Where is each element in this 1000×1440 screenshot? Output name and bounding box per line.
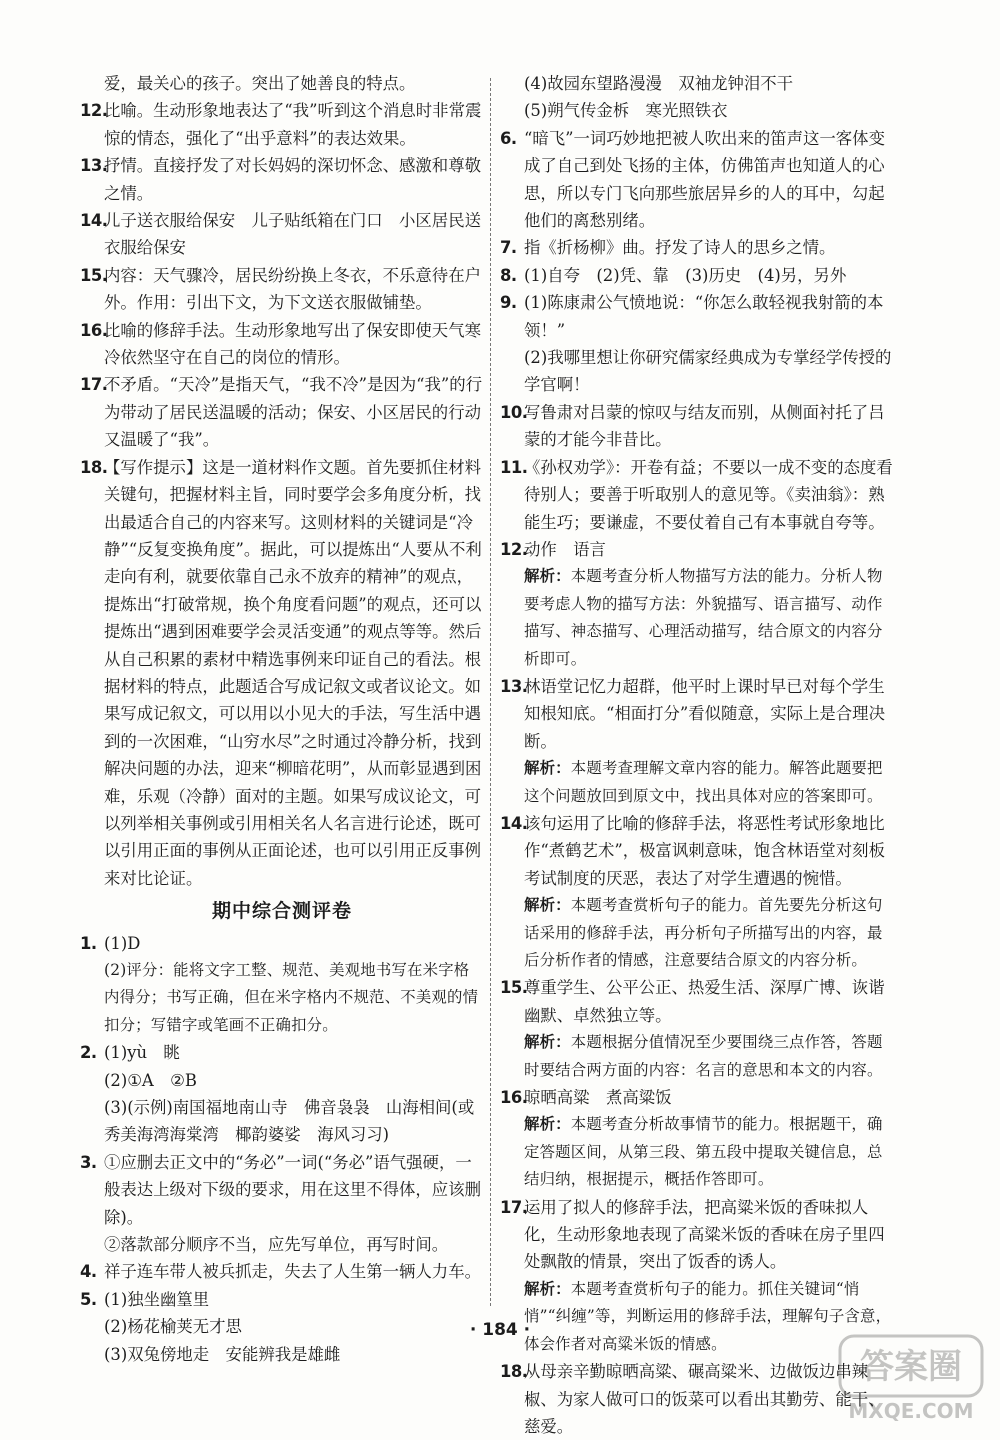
explanation-text: 本题考查理解文章内容的能力。解答此题要把这个问题放回到原文中，找出具体对应的答案即可。	[524, 759, 883, 805]
question-number: 8.	[500, 265, 517, 285]
answer-item	[500, 262, 898, 289]
answer-text: 《孙权劝学》：开卷有益；不要以一成不变的态度看待别人；要善于听取别人的意见等。《卖油翁》：熟能生巧；要谦虚，不要仗着自己有本事就自夸等。	[524, 457, 893, 532]
answer-text: 儿子送衣服给保安 儿子贴纸箱在门口 小区居民送衣服给保安	[104, 211, 481, 258]
explanation-text: 本题根据分值情况至少要围绕三点作答，答题时要结合两方面的内容：名言的意思和本文的内容。	[524, 1033, 883, 1079]
explanation-label: 解析：	[524, 759, 571, 778]
question-number: 13.	[500, 676, 528, 696]
answer-subitem: (2)评分：能将文字工整、规范、美观地书写在米字格内得分；书写正确，但在米字格内不规范、不美观的情扣分；写错字或笔画不正确扣分。	[104, 961, 479, 1034]
answer-subitem: (5)朔气传金柝 寒光照铁衣	[524, 101, 728, 121]
question-number: 16.	[80, 320, 108, 340]
column-divider	[490, 78, 491, 1306]
answer-item	[80, 454, 484, 893]
svg-text:MXQE.COM: MXQE.COM	[848, 1399, 974, 1423]
question-number: 4.	[80, 1262, 97, 1282]
explanation	[500, 1111, 898, 1193]
answer-item	[500, 1194, 898, 1276]
answer-subitem: (4)故园东望路漫漫 双袖龙钟泪不干	[524, 74, 794, 93]
question-number: 2.	[80, 1043, 97, 1063]
answer-item	[80, 1149, 484, 1231]
explanation-label: 解析：	[524, 1115, 571, 1134]
explanation-label: 解析：	[524, 1279, 571, 1298]
left-column	[80, 70, 484, 1368]
question-number: 11.	[500, 457, 528, 477]
question-number: 3.	[80, 1152, 97, 1172]
answer-item	[500, 974, 898, 1029]
explanation-label: 解析：	[524, 567, 571, 586]
explanation-text: 本题考查赏析句子的能力。首先要先分析这句话采用的修辞手法，再分析句子所描写出的内容，最后分析作者的情感，注意要结合原文的内容分析。	[524, 896, 883, 969]
explanation	[500, 563, 898, 673]
answer-item	[80, 1258, 484, 1285]
answer-text: 比喻。生动形象地表达了“我”听到这个消息时非常震惊的情态，强化了“出乎意料”的表达效果。	[104, 101, 482, 148]
question-number: 15.	[500, 978, 528, 998]
explanation-text: 本题考查分析人物描写方法的能力。分析人物要考虑人物的描写方法：外貌描写、语言描写、动作描写、神态描写、心理活动描写，结合原文的内容分析即可。	[524, 567, 883, 668]
answer-text: 运用了拟人的修辞手法，把高粱米饭的香味拟人化，生动形象地表现了高粱米饭的香味在房子里四处飘散的情景，突出了饭香的诱人。	[524, 1197, 885, 1272]
question-number: 14.	[500, 813, 528, 833]
question-number: 18.	[80, 457, 108, 477]
answer-subitem: ②落款部分顺序不当，应先写单位，再写时间。	[104, 1235, 449, 1255]
question-number: 10.	[500, 402, 528, 422]
question-number: 7.	[500, 238, 517, 258]
answer-item	[80, 97, 484, 152]
answer-item	[80, 1286, 484, 1313]
answer-text: (1)自夸 (2)凭、靠 (3)历史 (4)另，另外	[524, 265, 847, 285]
answer-item	[500, 399, 898, 454]
answer-text: 该句运用了比喻的修辞手法，将恶性考试形象地比作“煮鹤艺术”，极富讽刺意味，饱含林语堂对刻板考试制度的厌恶，表达了对学生遭遇的惋惜。	[524, 813, 885, 888]
explanation	[500, 1029, 898, 1084]
answer-text: 内容：天气骤冷，居民纷纷换上冬衣，不乐意待在户外。作用：引出下文，为下文送衣服做铺垫。	[104, 265, 481, 313]
question-number: 15.	[80, 265, 108, 285]
answer-item	[500, 673, 898, 755]
answer-subitem: (2)我哪里想让你研究儒家经典成为专掌经学传授的学官啊！	[524, 348, 892, 395]
explanation-text: 本题考查赏析句子的能力。抓住关键词“悄悄”“纠缠”等，判断运用的修辞手法，理解句子含意，体会作者对高粱米饭的情感。	[524, 1279, 892, 1353]
answer-text: 比喻的修辞手法。生动形象地写出了保安即使天气寒冷依然坚守在自己的岗位的情形。	[104, 320, 481, 368]
answer-item	[500, 1084, 898, 1111]
question-number: 16.	[500, 1088, 528, 1108]
answer-item	[500, 810, 898, 892]
explanation-label: 解析：	[524, 896, 571, 915]
answer-text: 【写作提示】这是一道材料作文题。首先要抓住材料关键句，把握材料主旨，同时要学会多角度分析，找出最适合自己的内容来写。这则材料的关键词是“冷静”“反复变换角度”。据此，可以提炼出“人要从不利走向有利，就要依靠自己永不放弃的精神”的观点，提炼出“打破常规，换个角度看问题”的观点，还可以提炼出“遇到困难要学会灵活变通”的观点等等。然后从自己积累的素材中精选事例来印证自己的看法。根据材料的特点，此题适合写成记叙文或者议论文。如果写成记叙文，可以用以小见大的手法，写生活中遇到的一次困难，“山穷水尽”之时通过冷静分析，找到解决问题的办法，迎来“柳暗花明”，从而彰显遇到困难，乐观（冷静）面对的主题。如果写成议论文，可以列举相关事例或引用相关名人名言进行论述，既可以引用正面的事例从正面论述，也可以引用正反事例来对比论证。	[104, 457, 482, 888]
answer-subitem: 爱，最关心的孩子。突出了她善良的特点。	[104, 74, 416, 93]
answer-item	[500, 234, 898, 261]
answer-text: 林语堂记忆力超群，他平时上课时早已对每个学生知根知底。“相面打分”看似随意，实际上是合理决断。	[524, 676, 885, 751]
answer-subitem: (3)(示例)南国福地南山寺 佛音袅袅 山海相间(或秀美海湾海棠湾 椰韵婆娑 海风习习)	[104, 1098, 475, 1145]
answer-text: 写鲁肃对吕蒙的惊叹与结友而别，从侧面衬托了吕蒙的才能今非昔比。	[524, 402, 885, 450]
explanation	[500, 892, 898, 974]
answer-text: 不矛盾。“天冷”是指天气，“我不冷”是因为“我”的行为带动了居民送温暖的活动；保安、小区居民的行动又温暖了“我”。	[104, 375, 483, 450]
answer-item	[80, 262, 484, 317]
question-number: 12.	[80, 101, 108, 121]
explanation	[500, 755, 898, 810]
question-number: 12.	[500, 539, 528, 559]
answer-item	[500, 125, 898, 235]
answer-item	[80, 317, 484, 372]
question-number: 9.	[500, 293, 517, 313]
answer-text: (1)yù 眺	[104, 1043, 180, 1063]
answer-text: 动作 语言	[524, 539, 606, 559]
page-number: · 184 ·	[469, 1320, 531, 1340]
answer-item	[80, 930, 484, 957]
answer-item	[80, 1039, 484, 1066]
answer-text: “暗飞”一词巧妙地把被人吹出来的笛声这一客体变成了自己到处飞扬的主体，仿佛笛声也知道人的心思，所以专门飞向那些旅居异乡的人的耳中，勾起他们的离愁别绪。	[524, 128, 885, 231]
answer-item	[500, 289, 898, 344]
answer-text: 尊重学生、公平公正、热爱生活、深厚广博、诙谐幽默、卓然独立等。	[524, 978, 885, 1025]
question-number: 13.	[80, 156, 108, 176]
question-number: 5.	[80, 1289, 97, 1309]
answer-text: ①应删去正文中的“务必”一词(“务必”语气强硬，一般表达上级对下级的要求，用在这里不得体，应该删除)。	[104, 1152, 481, 1227]
question-number: 18.	[500, 1362, 528, 1382]
right-column	[500, 70, 898, 1440]
answer-text: 祥子连车带人被兵抓走，失去了人生第一辆人力车。	[104, 1262, 481, 1282]
answer-subitem: (2)杨花榆荚无才思	[104, 1317, 242, 1337]
explanation-label: 解析：	[524, 1033, 571, 1052]
question-number: 1.	[80, 933, 97, 953]
answer-text: 从母亲辛勤晾晒高粱、碾高粱米、边做饭边串辣椒、为家人做可口的饭菜可以看出其勤劳、能干、慈爱。	[524, 1362, 885, 1436]
question-number: 17.	[500, 1197, 528, 1217]
question-number: 6.	[500, 128, 517, 148]
answer-text: 晾晒高粱 煮高粱饭	[524, 1088, 672, 1108]
answer-item	[80, 152, 484, 207]
answer-text: (1)独坐幽篁里	[104, 1289, 210, 1309]
answer-subitem: (3)双兔傍地走 安能辨我是雄雌	[104, 1344, 341, 1364]
section-title: 期中综合测评卷	[211, 900, 352, 923]
answer-item	[80, 371, 484, 453]
answer-text: (1)陈康肃公气愤地说：“你怎么敢轻视我射箭的本领！”	[524, 293, 884, 340]
explanation-text: 本题考查分析故事情节的能力。根据题干，确定答题区间，从第三段、第五段中提取关键信息，总结归纳，根据提示，概括作答即可。	[524, 1115, 883, 1189]
answer-text: 抒情。直接抒发了对长妈妈的深切怀念、感激和尊敬之情。	[104, 156, 481, 203]
question-number: 17.	[80, 375, 108, 395]
answer-item	[500, 454, 898, 536]
answer-subitem: (2)①A ②B	[104, 1070, 197, 1090]
answer-item	[80, 207, 484, 262]
svg-text:答案圈: 答案圈	[860, 1347, 962, 1387]
watermark-logo	[836, 1332, 986, 1424]
question-number: 14.	[80, 211, 108, 231]
answer-text: (1)D	[104, 933, 141, 953]
answer-item	[500, 536, 898, 563]
answer-text: 指《折杨柳》曲。抒发了诗人的思乡之情。	[524, 238, 836, 258]
watermark-logo-icon	[836, 1332, 986, 1424]
